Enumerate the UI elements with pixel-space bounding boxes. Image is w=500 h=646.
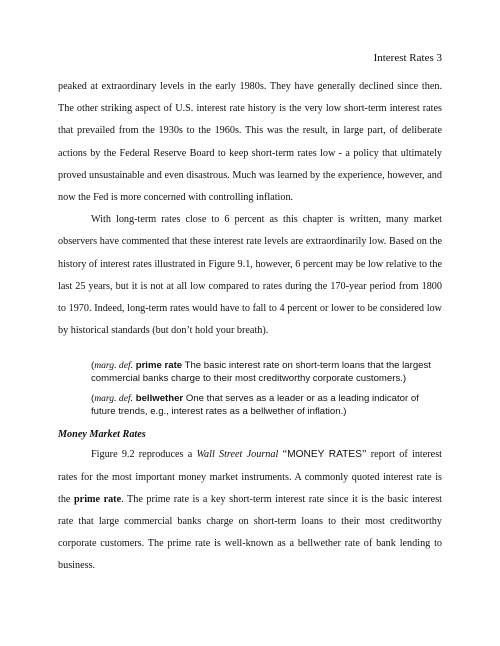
margin-definitions xyxy=(91,360,442,418)
definition-bellwether xyxy=(91,393,442,418)
paragraph-1: peaked at extraordinary levels in the early 1980s. They have generally declined since then. The other striking aspect of U.S. interest rate history is the very low short-term interest rates that prevailed from the 1930s to the 1960s. This was the result, in large part, of deliberate actions by the Federal Reserve Board to keep short-term rates low - a policy that ultimately proved unsustainable and even disastrous. Much was learned by the experience, however, and now the Fed is more concerned with controlling inflation. xyxy=(58,81,442,204)
quote-open: “ xyxy=(278,449,288,461)
definition-text: The basic interest rate on short-term loans that the largest commercial banks charge to their most creditworthy corporate customers.) xyxy=(91,360,431,384)
definition-term: prime rate xyxy=(135,360,183,372)
definition-prime-rate xyxy=(91,360,442,385)
definition-term: bellwether xyxy=(135,393,184,405)
definition-open-paren: ( xyxy=(91,393,95,405)
page-body xyxy=(58,76,442,578)
section-heading: Money Market Rates xyxy=(58,429,146,441)
report-title: MONEY RATES xyxy=(287,449,362,461)
definition-marker: marg. def. xyxy=(94,360,134,372)
definition-marker: marg. def. xyxy=(94,393,134,405)
paragraph-3-text: . The prime rate is a key short-term interest rate since it is the basic interest rate that large commercial banks charge on short-term loans to their most creditworthy corporate customers. The prime rate is well-known as a bellwether rate of bank lending to business. xyxy=(58,493,442,572)
running-header: Interest Rates 3 xyxy=(373,52,442,64)
paragraph-3 xyxy=(58,444,442,577)
publication-name: Wall Street Journal xyxy=(196,449,279,461)
paragraph-3-text: Figure 9.2 reproduces a xyxy=(91,449,197,461)
definition-text: One that serves as a leader or as a leading indicator of future trends, e.g., interest rates as a bellwether of inflation.) xyxy=(91,393,419,417)
paragraph-2: With long-term rates close to 6 percent as this chapter is written, many market observers have commented that these interest rate levels are extraordinarily low. Based on the history of interest rates illustrated in Figure 9.1, however, 6 percent may be low relative to the last 25 years, but it is not at all low compared to rates during the 170-year period from 1800 to 1970. Indeed, long-term rates would have to fall to 4 percent or lower to be considered low by historical standards (but don’t hold your breath). xyxy=(58,214,442,337)
paragraph-3-text: ” report of interest rates for the most important money market instruments. A commonly quoted interest rate is the xyxy=(58,449,442,505)
definition-open-paren: ( xyxy=(91,360,95,372)
bold-term-prime-rate: prime rate xyxy=(74,493,122,505)
